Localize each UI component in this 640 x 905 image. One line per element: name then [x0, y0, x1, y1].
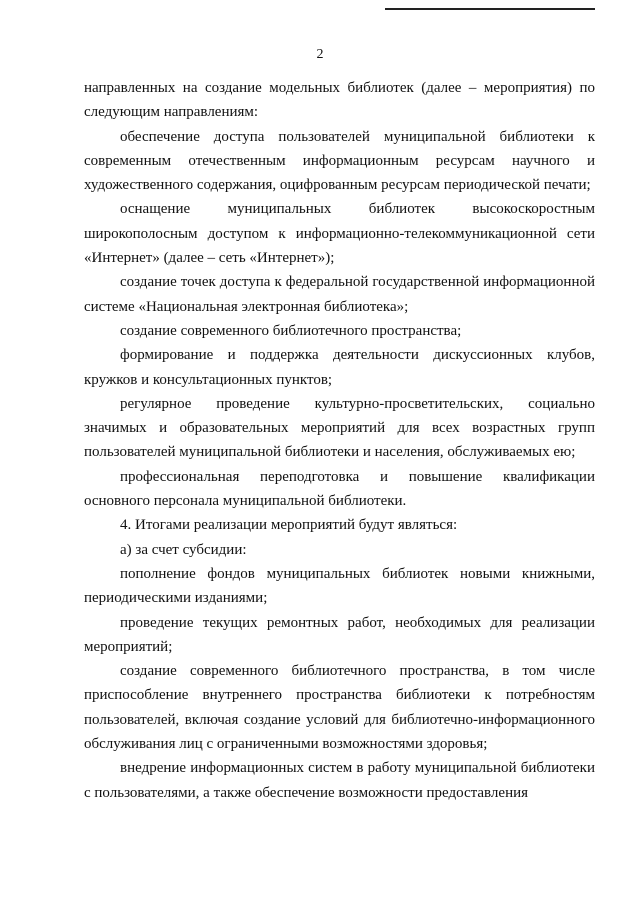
subsection-heading: а) за счет субсидии: [120, 541, 247, 558]
paragraph: проведение текущих ремонтных работ, необходимых для реализации мероприятий; [84, 614, 595, 655]
paragraph: профессиональная переподготовка и повышение квалификации основного персонала муниципальной библиотеки. [84, 468, 595, 510]
paragraph: регулярное проведение культурно-просветительских, социально значимых и образовательных мероприятий для всех возрастных групп пользователей муниципальной библиотеки и населения, обслуживаемых ею; [84, 395, 595, 461]
page-number: 2 [316, 47, 324, 62]
paragraph: обеспечение доступа пользователей муниципальной библиотеки к современным отечественным информационным ресурсам научного и художественного содержания, оцифрованным ресурсам периодической печати; [84, 128, 595, 194]
paragraph: создание современного библиотечного пространства, в том числе приспособление внутреннего пространства библиотеки к потребностям пользователей, включая создание условий для библиотечно-информационного обслуживания лиц с ограниченными возможностями здоровья; [84, 663, 595, 753]
paragraph: создание точек доступа к федеральной государственной информационной системе «Национальная электронная библиотека»; [84, 274, 595, 315]
paragraph: оснащение муниципальных библиотек высокоскоростным широкополосным доступом к информационно-телекоммуникационной сети «Интернет» (далее – сеть «Интернет»); [84, 201, 595, 267]
paragraph: создание современного библиотечного пространства; [120, 322, 462, 339]
paragraph: направленных на создание модельных библиотек (далее – мероприятия) по следующим направлениям: [84, 80, 595, 121]
section-heading: 4. Итогами реализации мероприятий будут являться: [120, 517, 458, 534]
paragraph: формирование и поддержка деятельности дискуссионных клубов, кружков и консультационных пунктов; [84, 347, 595, 388]
document-body [84, 76, 595, 805]
paragraph: пополнение фондов муниципальных библиотек новыми книжными, периодическими изданиями; [84, 565, 595, 607]
header-rule [385, 8, 595, 10]
paragraph: внедрение информационных систем в работу муниципальной библиотеки с пользователями, а также обеспечение возможности предоставления [84, 760, 595, 801]
